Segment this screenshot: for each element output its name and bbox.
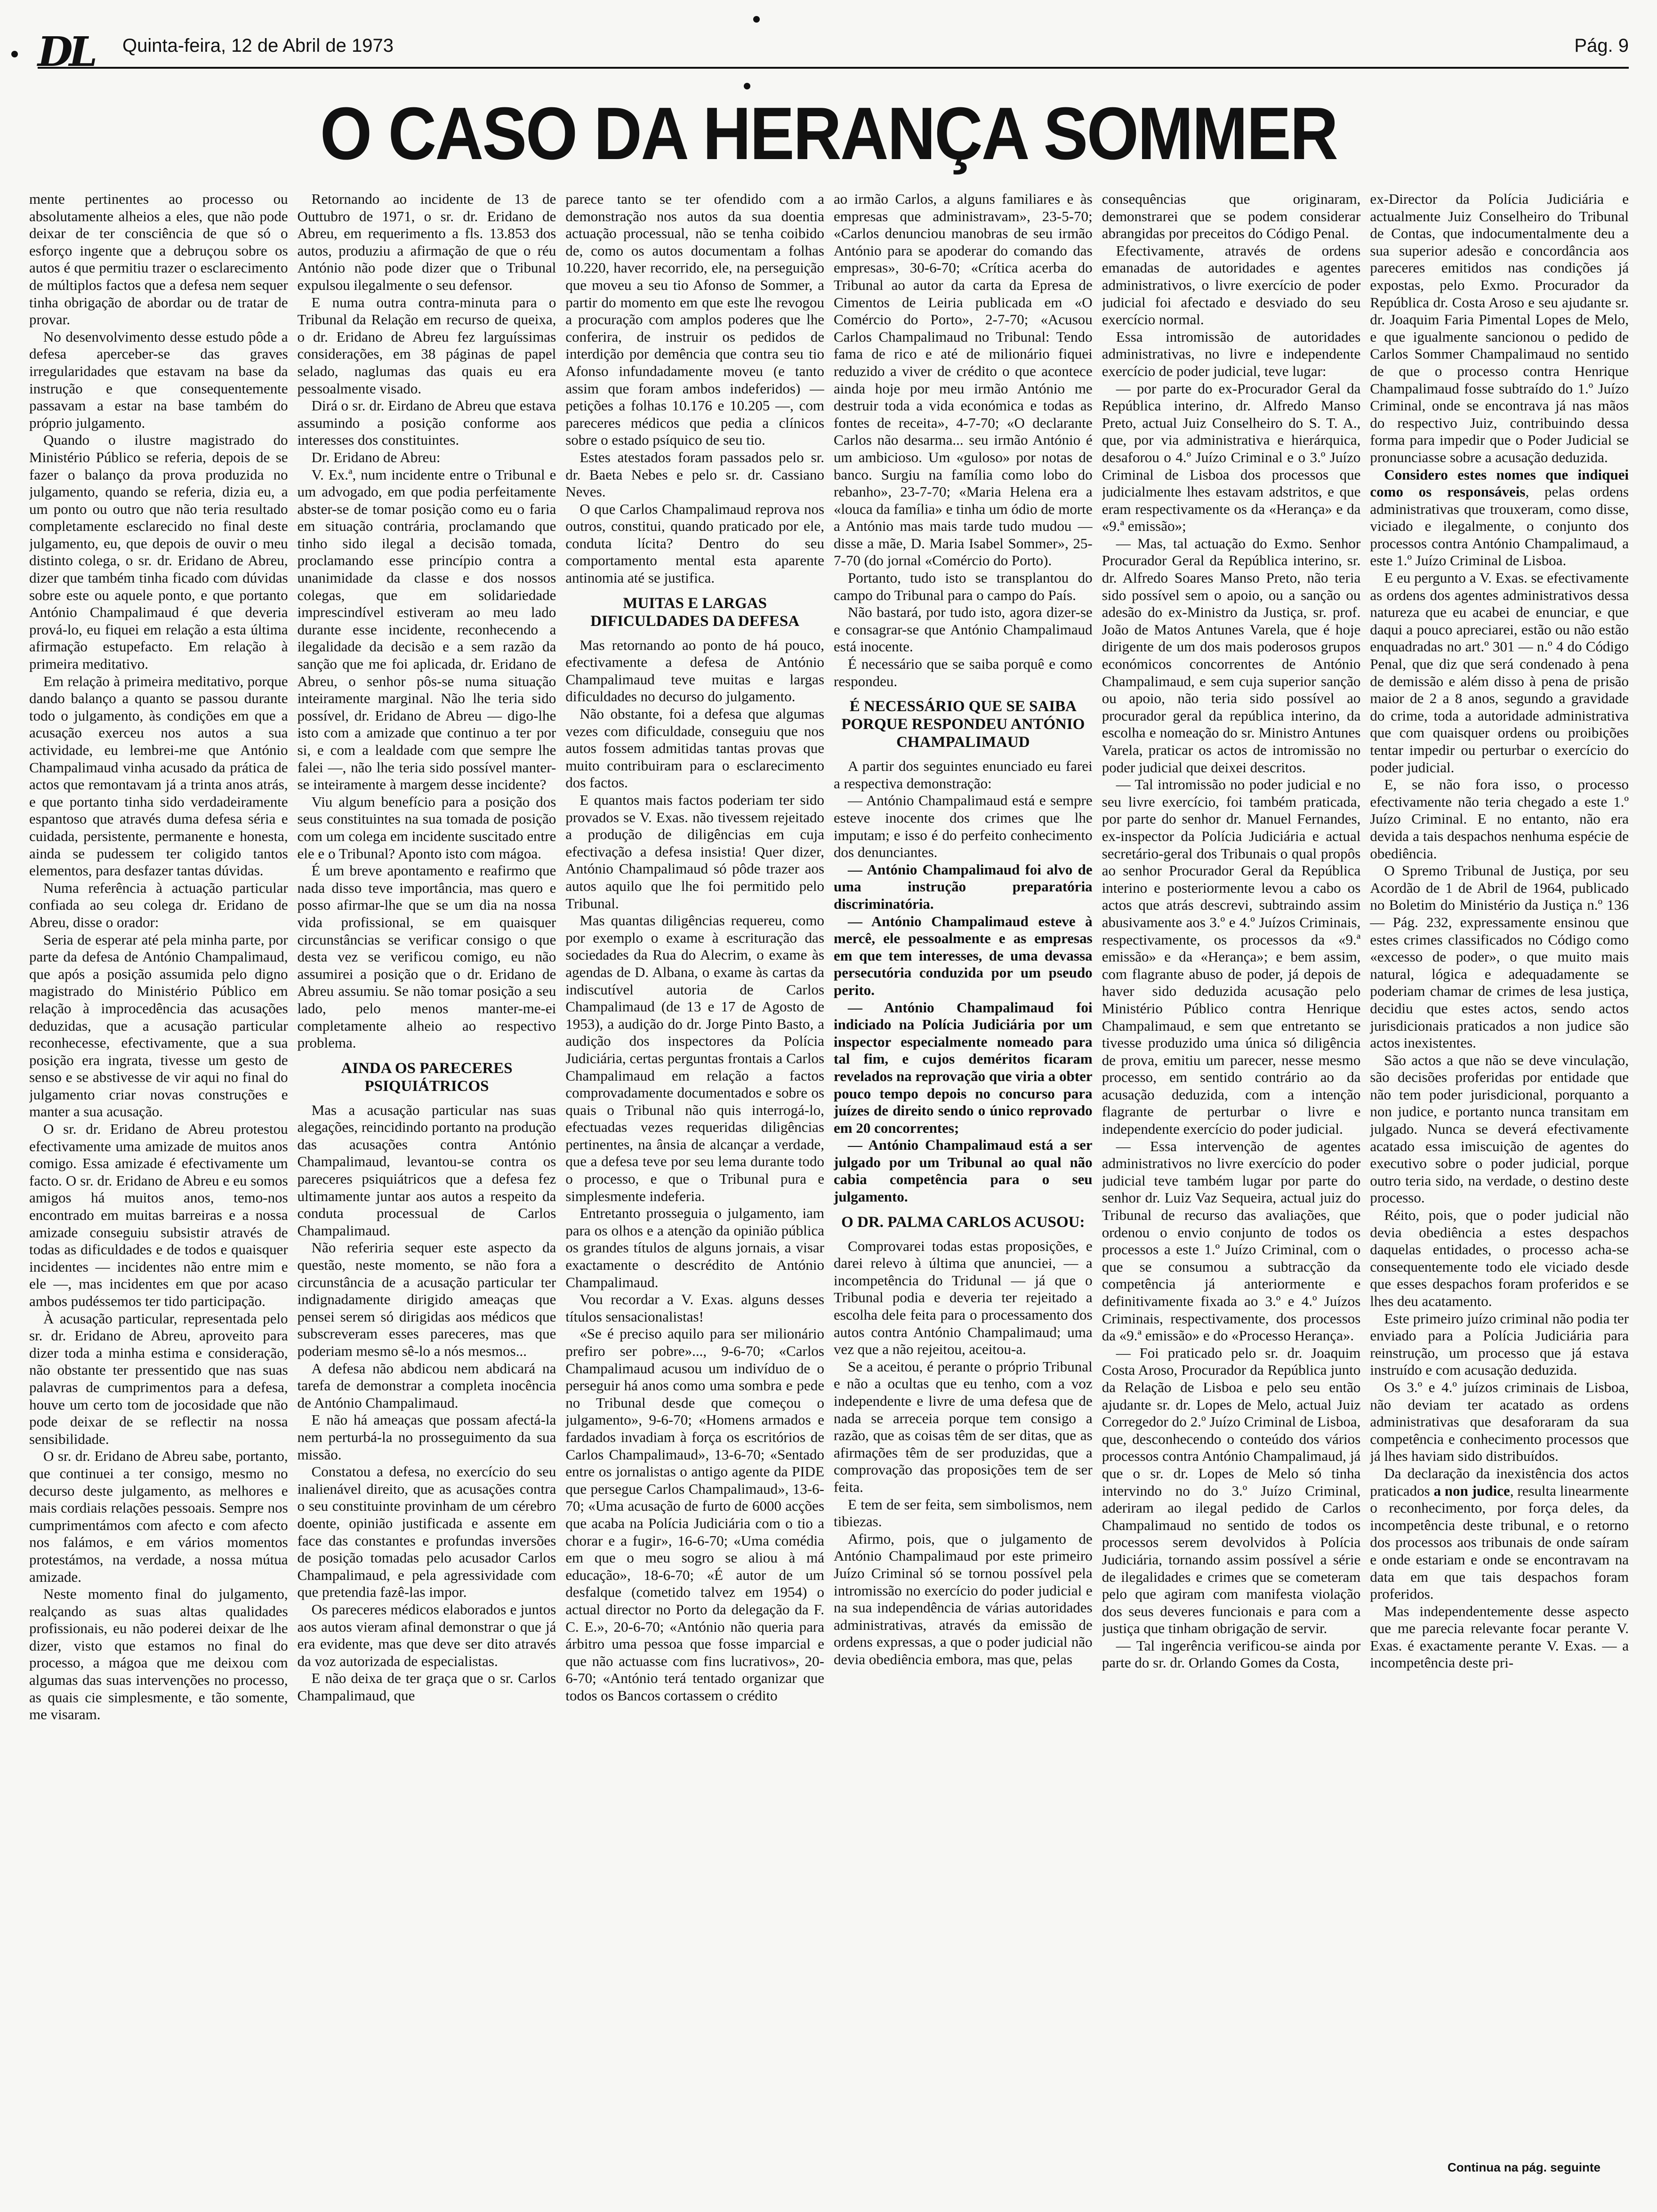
paragraph: Os 3.º e 4.º juízos criminais de Lisboa, não deviam ter acatado as ordens administrativas que desaforaram da sua competência e conhecimento processos que já lhes haviam sido distribuídos. — [1370, 1378, 1629, 1465]
paragraph: Dirá o sr. dr. Eirdano de Abreu que estava assumindo a posição conforme aos interesses dos constituintes. — [297, 397, 556, 449]
paragraph: Não referiria sequer este aspecto da questão, neste momento, se não fora a circunstância de a acusação particular ter indignadamente dirigido ameaças que pensei serem só dirigidas aos médicos que subscreveram esses pareceres, mas que poderiam mesmo sê-lo a nós mesmos... — [297, 1239, 556, 1359]
paragraph: mente pertinentes ao processo ou absolutamente alheios a eles, que não pode deixar de ter consciência de que só o esforço ingente que a debruçou sobre os autos é que permitiu trazer o esclarecimento de múltiplos factos que a defesa nem sequer tinha obrigação de abordar ou de tratar de provar. — [29, 191, 288, 328]
paragraph: Este primeiro juízo criminal não podia ter enviado para a Polícia Judiciária para reinstrução, um processo que já estava instruído e com acusação deduzida. — [1370, 1310, 1629, 1378]
paragraph: E, se não fora isso, o processo efectivamente não teria chegado a este 1.º Juízo Criminal. E no entanto, não era devida a tais despachos nenhuma espécie de obediência. — [1370, 776, 1629, 862]
paragraph: Os pareceres médicos elaborados e juntos aos autos vieram afinal demonstrar o que já era evidente, mas que deve ser dito através da voz autorizada de especialistas. — [297, 1601, 556, 1669]
article-column — [565, 191, 824, 2148]
paragraph: Considero estes nomes que indiquei como os responsáveis, pelas ordens administrativas que trouxeram, como disse, viciado e ilegalmente, o conjunto dos processos contra António Champalimaud, a este 1.º Juízo Criminal de Lisboa. — [1370, 466, 1629, 569]
paragraph: Efectivamente, através de ordens emanadas de autoridades e agentes administrativos, o livre exercício de poder judicial foi afectado e desviado do seu exercício normal. — [1102, 242, 1361, 328]
paragraph: Mas independentemente desse aspecto que me parecia relevante focar perante V. Exas. é exactamente perante V. Exas. — a incompetência deste pri- — [1370, 1603, 1629, 1671]
paragraph: Neste momento final do julgamento, realçando as suas altas qualidades profissionais, eu não poderei deixar de lhe dizer, visto que estamos no final do processo, a mágoa que me deixou com algumas das suas intervenções no processo, as quais cie simplesmente, e tão somente, me visaram. — [29, 1586, 288, 1723]
top-dot — [753, 16, 760, 23]
masthead-rule — [38, 67, 1629, 69]
paragraph: Não obstante, foi a defesa que algumas vezes com dificuldade, conseguiu que nos autos fossem admitidas tantas provas que muito contribuiram para o esclarecimento dos factos. — [565, 705, 825, 791]
paragraph: Portanto, tudo isto se transplantou do campo do Tribunal para o campo do País. — [834, 569, 1093, 603]
paragraph: E eu pergunto a V. Exas. se efectivamente as ordens dos agentes administrativos dessa natureza que eu acabei de enunciar, e que daqui a pouco apreciarei, estão ou não estão enquadradas no art.º 301 — n.º 4 do Código Penal, que diz que será condenado à pena de demissão e além disso à pena de prisão maior de 2 a 8 anos, segundo a gravidade do crime, toda a autoridade administrativa que com quaisquer ordens ou proibições tentar impedir ou perturbar o exercício do poder judicial. — [1370, 569, 1629, 776]
paragraph: «Se é preciso aquilo para ser milionário prefiro ser pobre»..., 9-6-70; «Carlos Champalimaud acusou um indivíduo de o perseguir há anos como uma sombra e pede no Tribunal desde que começou o julgamento», 9-6-70; «Homens armados e fardados invadiam à força os escritórios de Carlos Champalimaud», 13-6-70; «Sentado entre os jornalistas o antigo agente da PIDE que persegue Carlos Champalimaud», 13-6-70; «Uma acusação de furto de 6000 acções que acaba na Polícia Judiciária com o tio a chorar e a fugir», 16-6-70; «Uma comédia em que o meu sogro se aliou à má educação», 18-6-70; «É autor de um desfalque (cometido talvez em 1954) o actual director no Porto da delegação da F. C. E.», 20-6-70; «António não queria para árbitro uma pessoa que fosse imparcial e que não actuasse com fins lucrativos», 20-6-70; «António terá tentado organizar que todos os Bancos cortassem o crédito — [565, 1325, 825, 1704]
paragraph: Viu algum benefício para a posição dos seus constituintes na sua tomada de posição com um colega em incidente suscitado entre ele e o Tribunal? Aponto isto com mágoa. — [297, 793, 556, 862]
section-heading: É NECESSÁRIO QUE SE SAIBA PORQUE RESPONDEU ANTÓNIO CHAMPALIMAUD — [841, 698, 1085, 751]
section-heading: AINDA OS PARECERES PSIQUIÁTRICOS — [341, 1059, 513, 1095]
masthead — [9, 14, 1648, 76]
paragraph: E não há ameaças que possam afectá-la nem perturbá-la no prosseguimento da sua missão. — [297, 1411, 556, 1463]
section-heading: MUITAS E LARGAS DIFICULDADES DA DEFESA — [590, 594, 800, 630]
paragraph: parece tanto se ter ofendido com a demonstração nos autos da sua doentia actuação processual, não se tenha coibido de, como os autos documentam a folhas 10.220, haver recorrido, ele, na perseguição que moveu a seu tio Afonso de Sommer, a partir do momento em que este lhe revogou a procuração com amplos poderes que lhe conferira, de instruir os pedidos de interdição por demência que contra seu tio Afonso infundadamente moveu (e tanto assim que foram ambos indeferidos) — petições a folhas 10.176 e 10.205 —, com pareceres médicos que pedia a clínicos sobre o estado psíquico de seu tio. — [565, 191, 825, 449]
paragraph: E não deixa de ter graça que o sr. Carlos Champalimaud, que — [297, 1670, 556, 1704]
article-column — [1102, 191, 1361, 2148]
paragraph: O sr. dr. Eridano de Abreu sabe, portanto, que continuei a ter consigo, mesmo no decurso deste julgamento, as melhores e mais cordiais relações pessoais. Sempre nos cumprimentámos com afecto e com afecto nos falámos, e em vários momentos protestámos, na verdade, a nossa mútua amizade. — [29, 1448, 288, 1585]
paragraph: O sr. dr. Eridano de Abreu protestou efectivamente uma amizade de muitos anos comigo. Essa amizade é efectivamente um facto. O sr. dr. Eridano de Abreu e eu somos amigos há muitos anos, temo-nos encontrado em muitas barreiras e a nossa amizade conseguiu subsistir através de todas as dificuldades e de todos e quaisquer incidentes — incidentes não entre mim e ele —, mas incidentes em que por acaso ambos pudéssemos ter tido participação. — [29, 1121, 288, 1309]
paragraph: Seria de esperar até pela minha parte, por parte da defesa de António Champalimaud, que após a posição assumida pelo digno magistrado do Ministério Público em relação à improcedência das acusações deduzidas, que a acusação particular reconhecesse, efectivamente, que a sua posição era ingrata, tivesse um gesto de senso e se abstivesse de vir aqui no final do julgamento criar novas construções e manter a sua acusação. — [29, 931, 288, 1120]
paragraph: Réito, pois, que o poder judicial não devia obediência a estes despachos daquelas entidades, o processo acha-se consequentemente todo ele viciado desde que esses despachos foram proferidos e se lhes deu acatamento. — [1370, 1207, 1629, 1309]
paragraph: ao irmão Carlos, a alguns familiares e às empresas que administravam», 23-5-70; «Carlos denunciou manobras de seu irmão António para se apoderar do comando das empresas», 30-6-70; «Crítica acerba do Tribunal ao autor da carta da Epresa de Cimentos de Leiria publicada em «O Comércio do Porto», 2-7-70; «Acusou Carlos Champalimaud no Tribunal: Tendo fama de rico e até de milionário fiquei reduzido a viver de crédito o que acontece ainda hoje por meu irmão António me destruir toda a vida económica e todas as fontes de receita», 4-7-70; «O declarante Carlos não desarma... seu irmão António é um ambicioso. Um «guloso» por notas de banco. Surgiu na família como lobo do rebanho», 23-7-70; «Maria Helena era a «louca da família» e tinha um ódio de morte a António mas mais tarde tudo mudou — disse a mãe, D. Maria Isabel Sommer», 25-7-70 (do jornal «Comércio do Porto). — [834, 191, 1093, 569]
paragraph: À acusação particular, representada pelo sr. dr. Eridano de Abreu, aproveito para dizer toda a minha estima e consideração, não obstante ter pressentido que nas suas palavras de cumprimentos para a defesa, houve um certo tom de jocosidade que não pode deixar de se reflectir na nossa sensibilidade. — [29, 1310, 288, 1447]
paragraph: Em relação à primeira meditativo, porque dando balanço a quanto se passou durante todo o julgamento, às condições em que a acusação exerceu nos autos a sua actividade, eu lembrei-me que António Champalimaud vinha acusado da prática de actos que remontavam já a trinta anos atrás, e que portanto tinha sido verdadeiramente espantoso que através duma defesa séria e cuidada, persistente, permanente e honesta, ainda se pudessem ter coligido tantos elementos, para desfazer tantas dúvidas. — [29, 673, 288, 879]
section-heading: O DR. PALMA CARLOS ACUSOU: — [841, 1213, 1085, 1231]
paragraph: Afirmo, pois, que o julgamento de António Champalimaud por este primeiro Juízo Criminal só se tornou possível pela intromissão no exercício do poder judicial e na sua independência de várias autoridades administrativas, através da emissão de ordens expressas, a que o poder judicial não devia obediência embora, mas que, pelas — [834, 1530, 1093, 1667]
paragraph: E quantos mais factos poderiam ter sido provados se V. Exas. não tivessem rejeitado a produção de diligências em cuja efectivação a defesa insistia! Quer dizer, António Champalimaud só pôde trazer aos autos aquilo que lhe foi permitido pelo Tribunal. — [565, 792, 825, 912]
paragraph: São actos a que não se deve vinculação, são decisões proferidas por entidade que não tem poder jurisdicional, porquanto a non judice, e portanto nunca transitam em julgado. Nunca se deverá efectivamente acatado essa imiscuição de agentes do executivo sobre o poder judicial, porque outro teria sido, na verdade, o destino deste processo. — [1370, 1051, 1629, 1206]
article-column — [29, 191, 288, 2148]
article-body — [29, 191, 1629, 2148]
paragraph: E numa outra contra-minuta para o Tribunal da Relação em recurso de queixa, o dr. Eridano de Abreu fez larguíssimas considerações, em 38 páginas de papel selado, naglumas das quais eu era pessoalmente visado. — [297, 294, 556, 397]
paragraph: Retornando ao incidente de 13 de Outtubro de 1971, o sr. dr. Eridano de Abreu, em requerimento a fls. 13.853 dos autos, produziu a afirmação de que o réu António não pode dizer que o Tribunal expulsou ilegalmente o seu defensor. — [297, 191, 556, 293]
paragraph: V. Ex.ª, num incidente entre o Tribunal e um advogado, em que podia perfeitamente abster-se de tomar posição como eu o faria em situação contrária, proclamando que tinho sido ilegal a decisão tomada, proclamando esse princípio contra a unanimidade da classe e dos nossos colegas, que em solidariedade imprescindível estiveram ao meu lado durante esse incidente, reconhecendo a ilegalidade da decisão e a sem razão da sanção que me foi aplicada, dr. Eridano de Abreu, o senhor pôs-se numa situação inteiramente marginal. Não lhe teria sido possível, dr. Eridano de Abreu — digo-lhe isto com a amizade que continuo a ter por si, e com a lealdade com que sempre lhe falei —, não lhe teria sido possível manter-se inteiramente à margem desse incidente? — [297, 466, 556, 793]
paragraph: Dr. Eridano de Abreu: — [311, 449, 441, 465]
paragraph: Entretanto prosseguia o julgamento, iam para os olhos e a atenção da opinião pública os grandes títulos de alguns jornais, a visar exactamente o descrédito de António Champalimaud. — [565, 1205, 825, 1290]
newspaper-logo: DL — [38, 28, 94, 76]
paragraph: — Essa intervenção de agentes administrativos no livre exercício do poder judicial teve também lugar por parte do senhor dr. Luiz Vaz Sequeira, actual juiz do Tribunal de recurso das avaliações, que ordenou o envio conjunto de todos os processos a este 1.º Juízo Criminal, com o que se consumou a subtracção da competência já anteriormente e definitivamente fixada ao 3.º e 4.º Juízos Criminais, respectivamente, dos processos da «9.ª emissão» e do «Processo Herança». — [1102, 1138, 1361, 1344]
paragraph: — António Champalimaud esteve à mercê, ele pessoalmente e as empresas em que tem interesses, de uma devassa persecutória conduzida por um pseudo perito. — [834, 913, 1093, 998]
margin-dot — [11, 51, 18, 57]
paragraph: Comprovarei todas estas proposições, e darei relevo à última que anunciei, — a incompetência do Tridunal — já que o Tribunal podia e deveria ter rejeitado a escolha dele feita para o processamento dos autos contra António Champalimaud; uma vez que a não rejeitou, aceitou-a. — [834, 1237, 1093, 1358]
paragraph: Vou recordar a V. Exas. alguns desses títulos sensacionalistas! — [565, 1291, 825, 1325]
article-column — [1370, 191, 1629, 2148]
paragraph: Da declaração da inexistência dos actos praticados a non judice, resulta linearmente o reconhecimento, por força deles, da incompetência deste tribunal, e o retorno dos processos aos tribunais de onde saíram e onde estariam e onde se encontravam na data em que tais despachos foram proferidos. — [1370, 1465, 1629, 1603]
paragraph: Numa referência à actuação particular confiada ao seu colega dr. Eridano de Abreu, disse o orador: — [29, 879, 288, 930]
paragraph: Mas quantas diligências requereu, como por exemplo o exame à escrituração das sociedades da Rua do Alecrim, o exame às agendas de D. Albana, o exame às cartas da indiscutível autoria de Carlos Champalimaud (de 13 e 17 de Agosto de 1953), a audição do dr. Jorge Pinto Basto, a audição dos inspectores da Polícia Judiciária, certas perguntas frontais a Carlos Champalimaud em relação a factos comprovadamente documentados e sobre os quais o Tribunal não quis interrogá-lo, efectuadas vezes requeridas diligências pertinentes, na ânsia de alcançar a verdade, que a defesa teve por seu lema durante todo o processo, e que o Tribunal pura e simplesmente indeferia. — [565, 912, 825, 1204]
paragraph: Quando o ilustre magistrado do Ministério Público se referia, depois de se fazer o balanço da prova produzida no julgamento, quando se referia, dizia eu, a um ponto ou outro que não teria resultado completamente esclarecido no final deste julgamento, eu, que depois de ouvir o meu distinto colega, o sr. dr. Eridano de Abreu, dizer que também tinha ficado com dúvidas sobre este ou aquele ponto, e que portanto António Champalimaud é que deveria prová-lo, eu fiquei em relação a esta última afirmação estupefacto. Em relação à primeira meditativo. — [29, 432, 288, 673]
paragraph: — António Champalimaud foi indiciado na Polícia Judiciária por um inspector especialmente nomeado para tal fim, e cujos deméritos ficaram revelados na reprovação que viria a obter pouco tempo depois no concurso para juízes de direito sendo o único reprovado em 20 concorrentes; — [834, 999, 1093, 1136]
paragraph: Se a aceitou, é perante o próprio Tribunal e não a ocultas que eu tenho, com a voz independente e livre de uma defesa que de nada se arreceia porque tem consigo a razão, que as coisas têm de ser ditas, que as afirmações têm de ser produzidas, que a comprovação das proposições tem de ser feita. — [834, 1358, 1093, 1495]
issue-date: Quinta-feira, 12 de Abril de 1973 — [122, 35, 394, 56]
paragraph: ex-Director da Polícia Judiciária e actualmente Juiz Conselheiro do Tribunal de Contas, que indocumentalmente deu a sua superior adesão e concordância aos pareceres emitidos nas condições já expostas, pelo Exmo. Procurador da República dr. Costa Aroso e seu ajudante sr. dr. Joaquim Faria Pimental Lopes de Melo, e que igualmente sancionou o pedido de Carlos Sommer Champalimaud no sentido de que o processo contra Henrique Champalimaud fosse subtraído do 1.º Juízo Criminal, onde se encontrava já nas mãos do respectivo Juiz, contribuindo dessa forma para impedir que o Poder Judicial se pronunciasse sobre a acusação deduzida. — [1370, 191, 1629, 465]
paragraph: consequências que originaram, demonstrarei que se podem considerar abrangidas por preceitos do Código Penal. — [1102, 191, 1361, 242]
paragraph: — Tal ingerência verificou-se ainda por parte do sr. dr. Orlando Gomes da Costa, — [1102, 1637, 1361, 1671]
article-column — [834, 191, 1093, 2148]
paragraph: — António Champalimaud está e sempre esteve inocente dos crimes que lhe imputam; e isso é do perfeito conhecimento dos denunciantes. — [834, 792, 1093, 861]
continuation-note: Continua na pág. seguinte — [1447, 2160, 1601, 2174]
paragraph: E tem de ser feita, sem simbolismos, nem tibiezas. — [834, 1496, 1093, 1530]
paragraph: — António Champalimaud está a ser julgado por um Tribunal ao qual não cabia competência para o seu julgamento. — [834, 1137, 1093, 1205]
paragraph: O Spremo Tribunal de Justiça, por seu Acordão de 1 de Abril de 1964, publicado no Boletim do Ministério da Justiça n.º 136 — Pág. 232, expressamente ensinou que estes crimes classificados no Código como «excesso de poder», o que muito mais natural, lógica e adequadamente se poderiam chamar de crimes de lesa justiça, decidiu que estes actos, sendo actos jurisdicionais praticados a non judice são actos inexistentes. — [1370, 862, 1629, 1051]
paragraph: Não bastará, por tudo isto, agora dizer-se e consagrar-se que António Champalimaud está inocente. — [834, 604, 1093, 655]
paragraph: — por parte do ex-Procurador Geral da República interino, dr. Alfredo Manso Preto, actual Juiz Conselheiro do S. T. A., que, por via administrativa e hierárquica, desaforou o 4.º Juízo Criminal e o 3.º Juízo Criminal de Lisboa dos processos que judicialmente lhes estavam adstritos, e que eram respectivamente os da «Herança» e da «9.ª emissão»; — [1102, 380, 1361, 535]
paragraph: Estes atestados foram passados pelo sr. dr. Baeta Nebes e pelo sr. dr. Cassiano Neves. — [565, 449, 825, 500]
paragraph: — Foi praticado pelo sr. dr. Joaquim Costa Aroso, Procurador da República junto da Relação de Lisboa e pelo seu então ajudante sr. dr. Lopes de Melo, actual Juiz Corregedor do 2.º Juízo Criminal de Lisboa, que, desconhecendo o conteúdo dos vários processos contra António Champalimaud, já que o sr. dr. Lopes de Melo só tinha intervindo no do 3.º Juízo Criminal, aderiram ao ilegal pedido de Carlos Champalimaud no sentido de todos os processos serem devolvidos à Polícia Judiciária, tornando assim possível a série de ilegalidades e crimes que se cometeram pelo que agiram com manifesta violação dos seus deveres funcionais e para com a justiça que tinham obrigação de servir. — [1102, 1344, 1361, 1637]
article-column — [298, 191, 556, 2148]
paragraph: Mas retornando ao ponto de há pouco, efectivamente a defesa de António Champalimaud teve muitas e largas dificuldades no decurso do julgamento. — [565, 636, 825, 705]
paragraph: — Mas, tal actuação do Exmo. Senhor Procurador Geral da República interino, sr. dr. Alfredo Soares Manso Preto, não teria sido possível sem o apoio, ou a sanção ou adesão do ex-Ministro da Justiça, sr. prof. João de Matos Antunes Varela, que é hoje dirigente de um dos mais poderosos grupos económicos concorrentes de António Champalimaud, e sem cuja superior sanção ou apoio, não teria sido possível ao procurador geral da república interino, da escolha e nomeação do sr. Ministro Antunes Varela, praticar os actos de intromissão no poder judicial que deixei descritos. — [1102, 535, 1361, 776]
paragraph: No desenvolvimento desse estudo pôde a defesa aperceber-se das graves irregularidades que estavam na base da instrução e que consequentemente passavam a estar na base também do próprio julgamento. — [29, 328, 288, 431]
headline-dot — [744, 83, 750, 89]
paragraph: A partir dos seguintes enunciado eu farei a respectiva demonstração: — [834, 758, 1093, 792]
paragraph: Essa intromissão de autoridades administrativas, no livre e independente exercício de poder judicial, teve lugar: — [1102, 328, 1361, 379]
paragraph: É um breve apontamento e reafirmo que nada disso teve importância, mas quero e posso afirmar-lhe que se um dia na nossa vida profissional, se em quaisquer circunstâncias se verificar consigo o que desta vez se verificou comigo, eu não assumirei a posição que o dr. Eridano de Abreu assumiu. Se não tomar posição a seu lado, pelo menos manter-me-ei completamente alheio ao respectivo problema. — [297, 862, 556, 1051]
paragraph: — António Champalimaud foi alvo de uma instrução preparatória discriminatória. — [834, 861, 1093, 912]
paragraph: A defesa não abdicou nem abdicará na tarefa de demonstrar a completa inocência de António Champalimaud. — [297, 1360, 556, 1411]
paragraph: — Tal intromissão no poder judicial e no seu livre exercício, foi também praticada, por parte do senhor dr. Manuel Fernandes, ex-inspector da Polícia Judiciária e actual secretário-geral dos Tribunais o qual propôs ao senhor Procurador Geral da República interino e posteriormente levou a cabo os actos que atrás descrevi, subtraindo assim abusivamente aos 3.º e 4.º Juízos Criminais, respectivamente, os processos da «9.ª emissão» e da «Herança»; e bem assim, com flagrante abuso de poder, já depois de haver sido deduzida acusação pelo Ministério Público contra Henrique Champalimaud, e sem que entretanto se tivesse produzido uma única só diligência de prova, emitiu um parecer, nesse mesmo processo, em sentido contrário ao da acusação deduzida, com a intenção flagrante de perturbar o livre e independente exercício do poder judicial. — [1102, 776, 1361, 1138]
paragraph: O que Carlos Champalimaud reprova nos outros, constitui, quando praticado por ele, conduta lícita? Dentro do seu comportamento mental esta aparente antinomia até se justifica. — [565, 500, 825, 586]
page-number: Pág. 9 — [1574, 35, 1629, 56]
paragraph: Constatou a defesa, no exercício do seu inalienável direito, que as acusações contra o seu constituinte provinham de um cérebro doente, opinião justificada e assente em face das constantes e profundas inversões de posição tomadas pelo acusador Carlos Champalimaud, e pela agressividade com que pretendia fazê-las impor. — [297, 1463, 556, 1601]
paragraph: É necessário que se saiba porquê e como respondeu. — [834, 656, 1093, 689]
headline: O CASO DA HERANÇA SOMMER — [320, 92, 1337, 175]
paragraph: Mas a acusação particular nas suas alegações, reincidindo portanto na produção das acusações contra António Champalimaud, levantou-se contra os pareceres psiquiátricos que a defesa fez ultimamente juntar aos autos a respeito da conduta processual de Carlos Champalimaud. — [297, 1101, 556, 1239]
